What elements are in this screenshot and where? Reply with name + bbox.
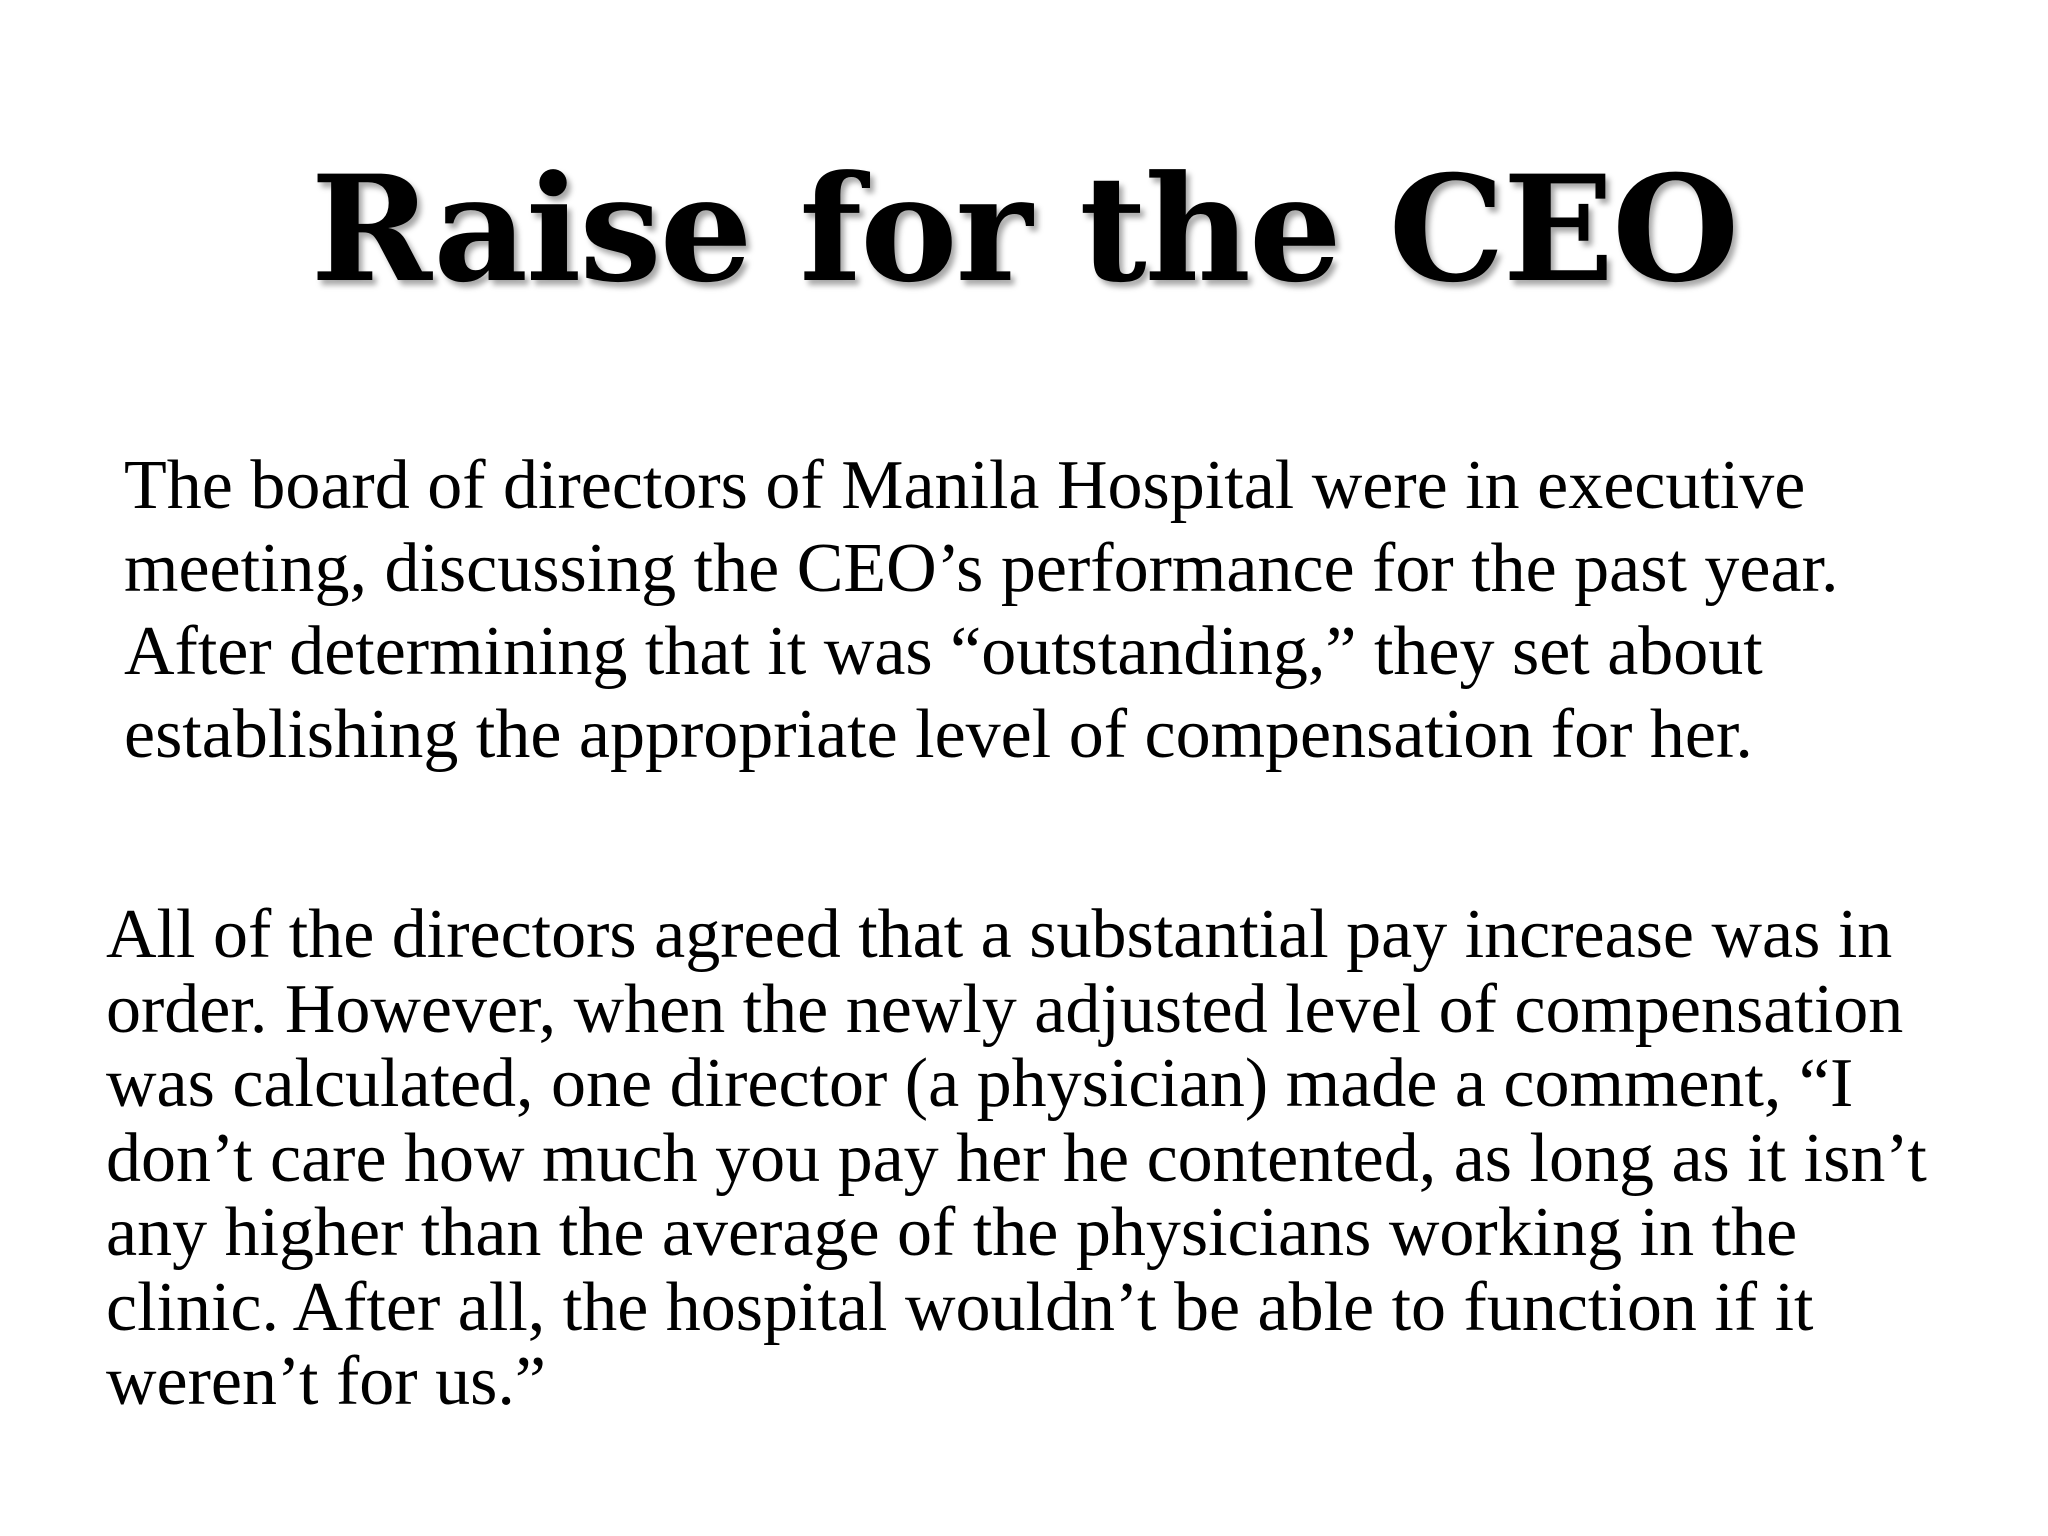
body-paragraph-2: All of the directors agreed that a substantial pay increase was in order. However, when the newly adjusted level of compensation was calculated, one director (a physician) made a comment, “I don’t care how much you pay her he contented, as long as it isn’t any higher than the average of the physicians working in the clinic. After all, the hospital wouldn’t be able to function if it weren’t for us.” — [106, 896, 1927, 1420]
body-paragraph-1: The board of directors of Manila Hospital were in executive meeting, discussing the CEO’s performance for the past year. After determining that it was “outstanding,” they set about establishing the appropriate level of compensation for her. — [124, 447, 1839, 773]
slide-title: Raise for the CEO — [310, 144, 1738, 315]
